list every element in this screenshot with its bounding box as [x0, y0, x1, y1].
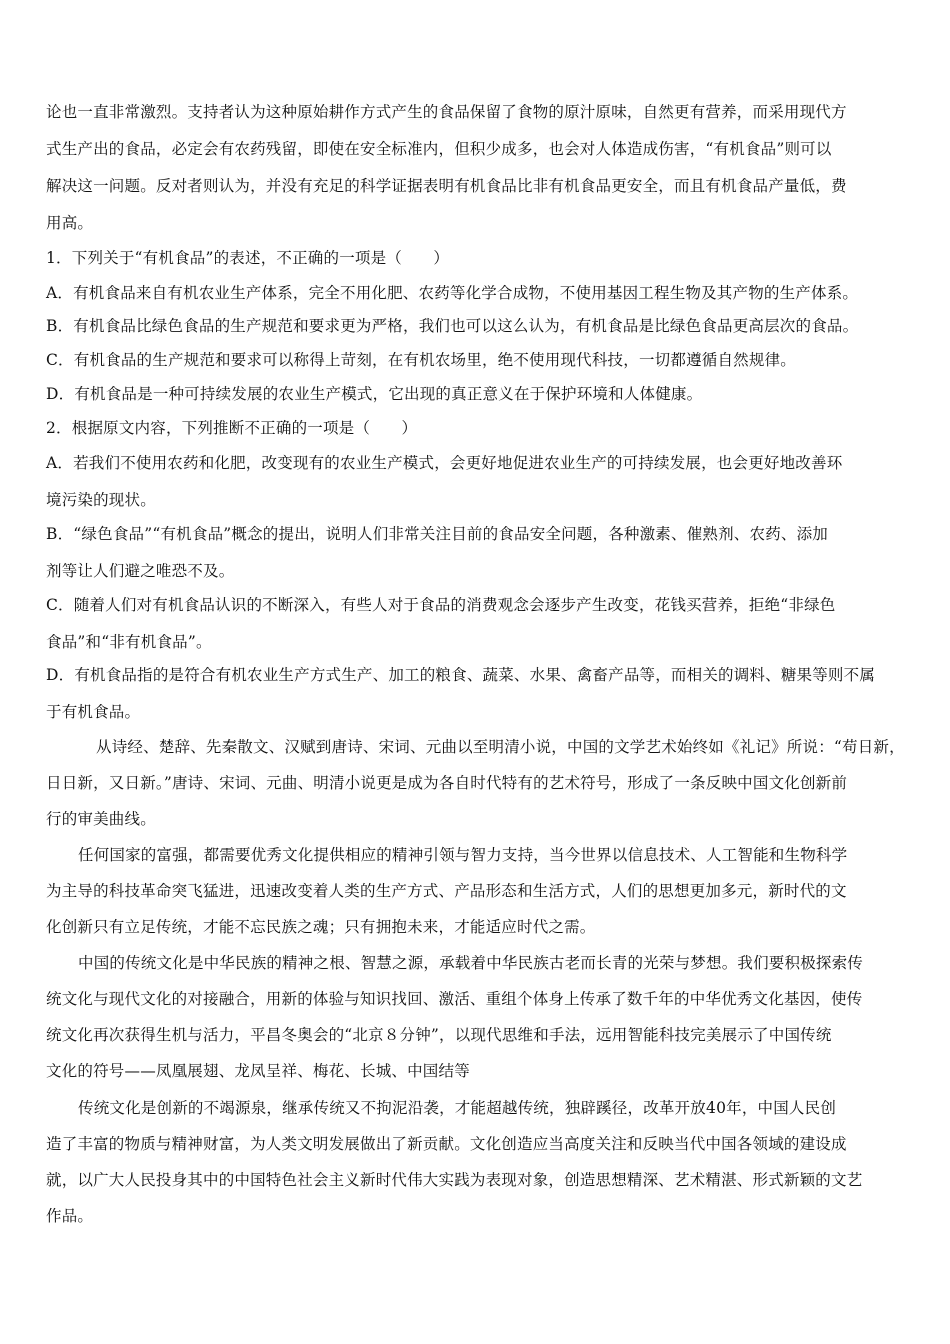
passage2-p2-line: 为主导的科技革命突飞猛进，迅速改变着人类的生产方式、产品形态和生活方式，人们的思想更加多元，新时代的文	[46, 882, 847, 900]
question2-option-c: C．随着人们对有机食品认识的不断深入，有些人对于食品的消费观念会逐步产生改变，花钱买营养，拒绝“非绿色	[46, 596, 836, 614]
passage1-line: 式生产出的食品，必定会有农药残留，即使在安全标准内，但积少成多，也会对人体造成伤害，“有机食品”则可以	[46, 140, 832, 158]
question2-option-a-cont: 境污染的现状。	[46, 491, 156, 509]
passage2-p3-line: 文化的符号——凤凰展翅、龙凤呈祥、梅花、长城、中国结等	[46, 1062, 470, 1080]
passage2-p4-line: 传统文化是创新的不竭源泉，继承传统又不拘泥沿袭，才能超越传统，独辟蹊径，改革开放40年，中国人民创	[78, 1099, 837, 1117]
passage2-p4-line: 造了丰富的物质与精神财富，为人类文明发展做出了新贡献。文化创造应当高度关注和反映当代中国各领域的建设成	[46, 1135, 847, 1153]
passage2-p3-line: 统文化再次获得生机与活力，平昌冬奥会的“北京８分钟”，以现代思维和手法，远用智能科技完美展示了中国传统	[46, 1026, 832, 1044]
question1-option-d: D．有机食品是一种可持续发展的农业生产模式，它出现的真正意义在于保护环境和人体健康。	[46, 385, 703, 403]
question2-option-a: A．若我们不使用农药和化肥，改变现有的农业生产模式，会更好地促进农业生产的可持续发展，也会更好地改善环	[46, 454, 843, 472]
passage2-p1-line: 从诗经、楚辞、先秦散文、汉赋到唐诗、宋词、元曲以至明清小说，中国的文学艺术始终如《礼记》所说：“苟日新，	[96, 738, 905, 756]
passage2-p2-line: 化创新只有立足传统，才能不忘民族之魂；只有拥抱未来，才能适应时代之需。	[46, 918, 596, 936]
passage2-p2-line: 任何国家的富强，都需要优秀文化提供相应的精神引领与智力支持，当今世界以信息技术、人工智能和生物科学	[78, 846, 848, 864]
passage2-p3-line: 中国的传统文化是中华民族的精神之根、智慧之源，承载着中华民族古老而长青的光荣与梦想。我们要积极探索传	[78, 954, 864, 972]
question1-option-c: C．有机食品的生产规范和要求可以称得上苛刻，在有机农场里，绝不使用现代科技，一切都遵循自然规律。	[46, 351, 796, 369]
passage2-p4-line: 就，以广大人民投身其中的中国特色社会主义新时代伟大实践为表现对象，创造思想精深、艺术精湛、形式新颖的文艺	[46, 1171, 863, 1189]
question1-option-b: B．有机食品比绿色食品的生产规范和要求更为严格，我们也可以这么认为，有机食品是比绿色食品更高层次的食品。	[46, 317, 859, 335]
question2-stem: 2．根据原文内容，下列推断不正确的一项是（ ）	[46, 419, 418, 437]
passage1-line: 解决这一问题。反对者则认为，并没有充足的科学证据表明有机食品比非有机食品更安全，而且有机食品产量低，费	[46, 177, 847, 195]
question2-option-b: B．“绿色食品”“有机食品”概念的提出，说明人们非常关注目前的食品安全问题，各种激素、催熟剂、农药、添加	[46, 525, 828, 543]
question1-option-a: A．有机食品来自有机农业生产体系，完全不用化肥、农药等化学合成物，不使用基因工程生物及其产物的生产体系。	[46, 284, 859, 302]
passage2-p1-line: 日日新，又日新。”唐诗、宋词、元曲、明清小说更是成为各自时代特有的艺术符号，形成了一条反映中国文化创新前	[46, 774, 848, 792]
question1-stem: 1．下列关于“有机食品”的表述，不正确的一项是（ ）	[46, 249, 450, 267]
question2-option-d: D．有机食品指的是符合有机农业生产方式生产、加工的粮食、蔬菜、水果、禽畜产品等，而相关的调料、糖果等则不属	[46, 666, 876, 684]
passage2-p1-line: 行的审美曲线。	[46, 810, 156, 828]
passage2-p4-line: 作品。	[46, 1207, 94, 1225]
passage1-line: 论也一直非常激烈。支持者认为这种原始耕作方式产生的食品保留了食物的原汁原味，自然更有营养，而采用现代方	[46, 103, 847, 121]
question2-option-c-cont: 食品”和“非有机食品”。	[46, 633, 212, 651]
question2-option-d-cont: 于有机食品。	[46, 703, 141, 721]
passage1-line: 用高。	[46, 214, 94, 232]
question2-option-b-cont: 剂等让人们避之唯恐不及。	[46, 562, 235, 580]
passage2-p3-line: 统文化与现代文化的对接融合，用新的体验与知识找回、激活、重组个体身上传承了数千年的中华优秀文化基因，使传	[46, 990, 863, 1008]
